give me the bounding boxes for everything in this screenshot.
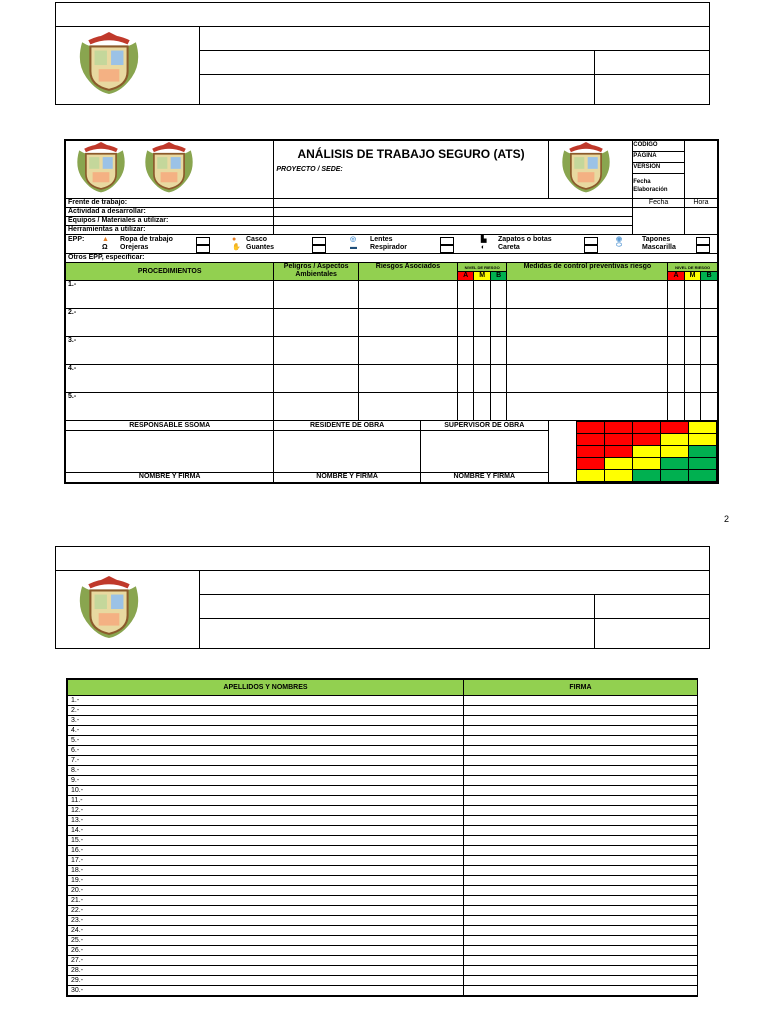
- earmuffs-icon: Ω: [102, 244, 108, 251]
- attendee-name-cell[interactable]: 10.-: [68, 786, 464, 796]
- attendee-name-cell[interactable]: 9.-: [68, 776, 464, 786]
- attendance-list: [66, 678, 698, 997]
- attendee-name-cell[interactable]: 28.-: [68, 966, 464, 976]
- municipal-crest-logo: [68, 142, 134, 194]
- gloves-icon: ✋: [232, 244, 241, 251]
- attendee-signature-cell[interactable]: [464, 766, 698, 776]
- municipal-crest-logo: [78, 572, 140, 644]
- table-row: [68, 956, 698, 966]
- procedure-row[interactable]: 5.-: [66, 393, 274, 421]
- otros-epp-label: Otros EPP, especificar:: [66, 254, 718, 263]
- field-herramientas-value[interactable]: [274, 226, 633, 235]
- sign-header-ssoma: RESPONSABLE SSOMA: [66, 421, 274, 431]
- attendee-signature-cell[interactable]: [464, 876, 698, 886]
- col-nivel-riesgo: NIVEL DE RIESGO: [457, 263, 507, 272]
- boots-icon: ▙: [481, 236, 487, 243]
- attendee-signature-cell[interactable]: [464, 696, 698, 706]
- epp-item-zapatos: Zapatos o botas: [498, 236, 552, 243]
- attendee-name-cell[interactable]: 5.-: [68, 736, 464, 746]
- fecha-value[interactable]: [633, 208, 685, 235]
- table-row: [68, 926, 698, 936]
- table-row: [68, 886, 698, 896]
- attendee-name-cell[interactable]: 18.-: [68, 866, 464, 876]
- table-row: [68, 726, 698, 736]
- meta-version: VERSIÓN: [633, 163, 684, 174]
- procedure-row[interactable]: 3.-: [66, 337, 274, 365]
- attendee-name-cell[interactable]: 1.-: [68, 696, 464, 706]
- attendee-name-cell[interactable]: 13.-: [68, 816, 464, 826]
- attendee-name-cell[interactable]: 14.-: [68, 826, 464, 836]
- top-header-box: [55, 2, 710, 105]
- sign-footer: NOMBRE Y FIRMA: [420, 472, 548, 482]
- header-divider: [199, 74, 710, 75]
- attendee-signature-cell[interactable]: [464, 726, 698, 736]
- attendee-signature-cell[interactable]: [464, 936, 698, 946]
- table-row: [68, 696, 698, 706]
- header-divider: [199, 50, 710, 51]
- municipal-crest-logo: [78, 28, 140, 100]
- face-shield-icon: ◐: [481, 244, 486, 251]
- attendee-name-cell[interactable]: 8.-: [68, 766, 464, 776]
- attendee-signature-cell[interactable]: [464, 806, 698, 816]
- table-row: [68, 896, 698, 906]
- table-row: [68, 756, 698, 766]
- ats-form: [64, 139, 719, 484]
- epp-item-lentes: Lentes: [370, 236, 393, 243]
- attendee-name-cell[interactable]: 4.-: [68, 726, 464, 736]
- attendee-name-cell[interactable]: 21.-: [68, 896, 464, 906]
- attendee-name-cell[interactable]: 30.-: [68, 986, 464, 996]
- vest-icon: ▲: [102, 236, 109, 243]
- epp-checkbox-mascarilla[interactable]: [696, 245, 710, 253]
- table-row: [68, 716, 698, 726]
- field-actividad: Actividad a desarrollar:: [66, 208, 274, 217]
- attendee-name-cell[interactable]: 22.-: [68, 906, 464, 916]
- attendee-name-cell[interactable]: 11.-: [68, 796, 464, 806]
- attendee-name-cell[interactable]: 2.-: [68, 706, 464, 716]
- attendee-name-cell[interactable]: 17.-: [68, 856, 464, 866]
- level-m: M: [474, 272, 491, 281]
- sign-area-supervisor[interactable]: [420, 431, 548, 473]
- attendee-signature-cell[interactable]: [464, 736, 698, 746]
- epp-checkbox-casco[interactable]: [312, 237, 326, 245]
- col-riesgos: Riesgos Asociados: [358, 263, 457, 281]
- table-row: [68, 736, 698, 746]
- meta-codigo: CÓDIGO: [633, 141, 684, 152]
- level-a: A: [457, 272, 474, 281]
- attendee-name-cell[interactable]: 3.-: [68, 716, 464, 726]
- procedure-row[interactable]: 2.-: [66, 309, 274, 337]
- attendee-name-cell[interactable]: 6.-: [68, 746, 464, 756]
- attendee-signature-cell[interactable]: [464, 906, 698, 916]
- attendee-name-cell[interactable]: 25.-: [68, 936, 464, 946]
- epp-item-guantes: Guantes: [246, 244, 275, 251]
- header-divider: [199, 26, 200, 105]
- table-row: [68, 796, 698, 806]
- sign-footer: NOMBRE Y FIRMA: [66, 472, 274, 482]
- attendee-name-cell[interactable]: 29.-: [68, 976, 464, 986]
- epp-item-mascarilla: Mascarilla: [642, 244, 676, 251]
- table-row: [68, 966, 698, 976]
- header-divider: [199, 594, 710, 595]
- epp-item-respirador: Respirador: [370, 244, 407, 251]
- procedure-row[interactable]: 4.-: [66, 365, 274, 393]
- goggles-icon: ◎: [350, 236, 357, 243]
- field-frente-value[interactable]: [274, 199, 633, 208]
- attendee-signature-cell[interactable]: [464, 916, 698, 926]
- epp-checkbox-tapones[interactable]: [696, 237, 710, 245]
- attendee-signature-cell[interactable]: [464, 706, 698, 716]
- page-number: 2: [724, 514, 730, 524]
- attendee-signature-cell[interactable]: [464, 836, 698, 846]
- epp-section: [66, 235, 718, 254]
- field-actividad-value[interactable]: [274, 208, 633, 217]
- sign-footer: NOMBRE Y FIRMA: [274, 472, 420, 482]
- col-medidas: Medidas de control preventivas riesgo: [507, 263, 668, 281]
- attendee-signature-cell[interactable]: [464, 846, 698, 856]
- table-row: [68, 906, 698, 916]
- epp-checkbox-careta[interactable]: [584, 245, 598, 253]
- epp-checkbox-ropa[interactable]: [196, 237, 210, 245]
- mask-icon: ⬭: [616, 242, 622, 249]
- epp-label: EPP:: [68, 236, 85, 243]
- attendee-signature-cell[interactable]: [464, 796, 698, 806]
- table-row: [68, 826, 698, 836]
- sign-area-ssoma[interactable]: [66, 431, 274, 473]
- attendee-signature-cell[interactable]: [464, 926, 698, 936]
- procedure-row[interactable]: 1.-: [66, 281, 274, 309]
- helmet-icon: ●: [232, 236, 237, 243]
- second-header-box: [55, 546, 710, 649]
- epp-item-casco: Casco: [246, 236, 268, 243]
- table-row: [68, 746, 698, 756]
- level-a: A: [668, 272, 685, 281]
- attendee-signature-cell[interactable]: [464, 786, 698, 796]
- header-divider: [199, 618, 710, 619]
- attendee-name-cell[interactable]: 26.-: [68, 946, 464, 956]
- table-row: [68, 936, 698, 946]
- meta-values[interactable]: [684, 141, 717, 199]
- header-divider: [199, 570, 200, 649]
- attendee-signature-cell[interactable]: [464, 776, 698, 786]
- field-equipos-value[interactable]: [274, 217, 633, 226]
- attendee-signature-cell[interactable]: [464, 946, 698, 956]
- attendee-signature-cell[interactable]: [464, 866, 698, 876]
- epp-item-orejeras: Orejeras: [120, 244, 149, 251]
- project-label: PROYECTO / SEDE:: [276, 166, 343, 173]
- header-divider: [594, 50, 595, 105]
- col-apellidos-nombres: APELLIDOS Y NOMBRES: [68, 680, 464, 696]
- header-divider: [55, 26, 710, 27]
- attendee-signature-cell[interactable]: [464, 826, 698, 836]
- attendee-signature-cell[interactable]: [464, 886, 698, 896]
- col-procedimientos: PROCEDIMIENTOS: [66, 263, 274, 281]
- sign-area-residente[interactable]: [274, 431, 420, 473]
- level-b: B: [701, 272, 718, 281]
- epp-checkbox-orejeras[interactable]: [196, 245, 210, 253]
- attendee-signature-cell[interactable]: [464, 816, 698, 826]
- risk-matrix: [548, 421, 717, 483]
- attendee-name-cell[interactable]: 16.-: [68, 846, 464, 856]
- attendee-name-cell[interactable]: 20.-: [68, 886, 464, 896]
- field-herramientas: Herramientas a utilizar:: [66, 226, 274, 235]
- table-row: [68, 946, 698, 956]
- attendee-signature-cell[interactable]: [464, 976, 698, 986]
- table-row: [68, 786, 698, 796]
- epp-item-tapones: Tapones: [642, 236, 671, 243]
- attendee-signature-cell[interactable]: [464, 896, 698, 906]
- table-row: [68, 816, 698, 826]
- attendee-name-cell[interactable]: 23.-: [68, 916, 464, 926]
- attendee-signature-cell[interactable]: [464, 956, 698, 966]
- table-row: [68, 986, 698, 996]
- col-peligros: Peligros / Aspectos Ambientales: [274, 263, 359, 281]
- col-nivel-riesgo: NIVEL DE RIESGO: [668, 263, 718, 272]
- attendee-signature-cell[interactable]: [464, 856, 698, 866]
- attendee-name-cell[interactable]: 24.-: [68, 926, 464, 936]
- epp-item-careta: Careta: [498, 244, 520, 251]
- table-row: [68, 706, 698, 716]
- field-frente: Frente de trabajo:: [66, 199, 274, 208]
- meta-fecha-elaboracion: Fecha Elaboración: [633, 179, 668, 193]
- attendee-signature-cell[interactable]: [464, 756, 698, 766]
- meta-pagina: PÁGINA: [633, 152, 684, 163]
- attendee-signature-cell[interactable]: [464, 986, 698, 996]
- table-row: [68, 866, 698, 876]
- attendee-name-cell[interactable]: 7.-: [68, 756, 464, 766]
- table-row: [68, 836, 698, 846]
- ats-title: ANÁLISIS DE TRABAJO SEGURO (ATS): [297, 147, 525, 161]
- level-b: B: [490, 272, 507, 281]
- attendee-name-cell[interactable]: 12.-: [68, 806, 464, 816]
- header-divider: [594, 594, 595, 649]
- epp-item-ropa: Ropa de trabajo: [120, 236, 173, 243]
- table-row: [68, 856, 698, 866]
- sign-header-residente: RESIDENTE DE OBRA: [274, 421, 420, 431]
- header-divider: [55, 570, 710, 571]
- epp-checkbox-guantes[interactable]: [312, 245, 326, 253]
- epp-checkbox-zapatos[interactable]: [584, 237, 598, 245]
- municipal-crest-logo: [136, 142, 202, 194]
- table-row: [68, 766, 698, 776]
- attendee-signature-cell[interactable]: [464, 966, 698, 976]
- table-row: [68, 846, 698, 856]
- municipal-crest-logo: [551, 142, 621, 194]
- col-firma: FIRMA: [464, 680, 698, 696]
- attendee-name-cell[interactable]: 15.-: [68, 836, 464, 846]
- field-equipos: Equipos / Materiales a utilizar:: [66, 217, 274, 226]
- sign-header-supervisor: SUPERVISOR DE OBRA: [420, 421, 548, 431]
- attendee-name-cell[interactable]: 19.-: [68, 876, 464, 886]
- table-row: [68, 876, 698, 886]
- table-row: [68, 776, 698, 786]
- hora-label: Hora: [684, 199, 717, 208]
- earplugs-icon: ◉: [616, 236, 623, 243]
- epp-checkbox-respirador[interactable]: [440, 245, 454, 253]
- table-row: [68, 806, 698, 816]
- attendee-signature-cell[interactable]: [464, 746, 698, 756]
- hora-value[interactable]: [684, 208, 717, 235]
- ats-logos: [66, 141, 274, 199]
- respirator-icon: ▬: [350, 244, 357, 251]
- table-row: [68, 916, 698, 926]
- epp-checkbox-lentes[interactable]: [440, 237, 454, 245]
- fecha-label: Fecha: [633, 199, 685, 208]
- attendee-signature-cell[interactable]: [464, 716, 698, 726]
- table-row: [68, 976, 698, 986]
- level-m: M: [684, 272, 701, 281]
- attendee-name-cell[interactable]: 27.-: [68, 956, 464, 966]
